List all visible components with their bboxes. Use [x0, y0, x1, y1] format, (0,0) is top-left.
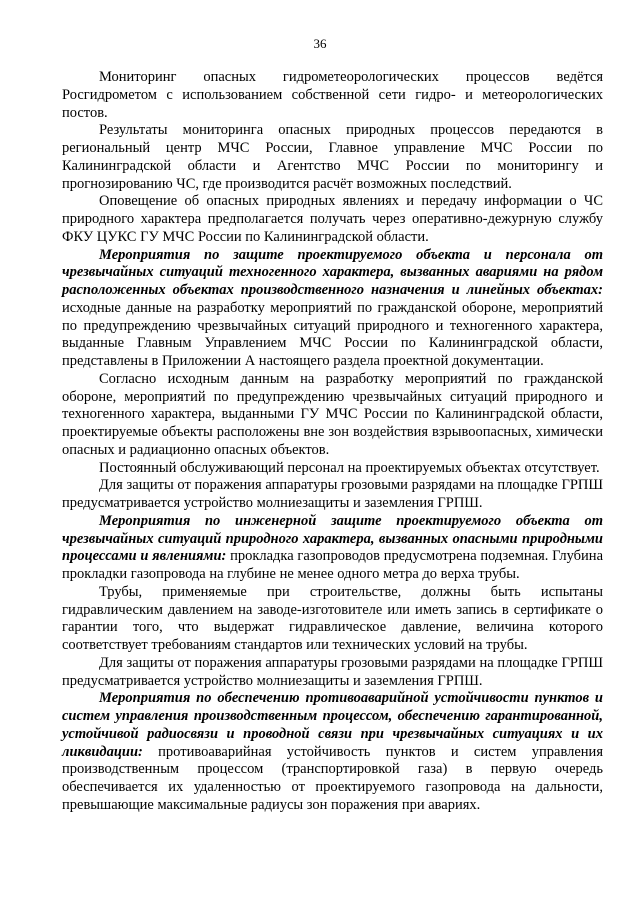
paragraph-text: Для защиты от поражения аппаратуры грозовыми разрядами на площадке ГРПШ предусматривается устройство молниезащиты и заземления ГРПШ. [62, 654, 603, 689]
paragraph-text: Согласно исходным данным на разработку мероприятий по гражданской обороне, мероприятий по предупреждению чрезвычайных ситуаций природного и техногенного характера, выданными ГУ МЧС России по Калининградской области, проектируемые объекты расположены вне зон воздействия взрывоопасных, химически опасных и радиационно опасных объектов. [62, 370, 603, 458]
paragraph-text: исходные данные на разработку мероприятий по гражданской обороне, мероприятий по предупреждению чрезвычайных ситуаций природного и техногенного характера, выданные Главным Управлением МЧС России по Калининградской области, представлены в Приложении А настоящего раздела проектной документации. [62, 299, 603, 369]
paragraph-text: Мониторинг опасных гидрометеорологических процессов ведётся Росгидрометом с использованием собственной сети гидро- и метеорологических постов. [62, 69, 603, 121]
paragraph-text: Постоянный обслуживающий персонал на проектируемых объектах отсутствует. [99, 459, 600, 476]
paragraph-text: Трубы, применяемые при строительстве, должны быть испытаны гидравлическим давлением на заводе-изготовителе или иметь запись в сертификате о гарантии того, что выдержат гидравлическое давление, величина которого соответствует требованиям стандартов или технических условий на трубы. [62, 583, 603, 653]
paragraph-text: Результаты мониторинга опасных природных процессов передаются в региональный центр МЧС России, Главное управление МЧС России по Калининградской области и Агентство МЧС России по мониторингу и прогнозированию ЧС, где производится расчёт возможных последствий. [62, 122, 603, 192]
paragraph-text: прокладка газопроводов предусмотрена подземная. Глубина прокладки газопровода на глубине не менее одного метра до верха трубы. [62, 548, 603, 582]
paragraph [62, 69, 603, 122]
paragraph [62, 460, 603, 478]
paragraph [62, 122, 603, 193]
paragraph [62, 690, 603, 814]
document-body [62, 69, 603, 815]
paragraph-text: Оповещение об опасных природных явлениях и передачу информации о ЧС природного характера предполагается получать через оперативно-дежурную службу ФКУ ЦУКС ГУ МЧС России по Калининградской области. [62, 193, 603, 245]
paragraph [62, 513, 603, 584]
paragraph [62, 371, 603, 460]
paragraph-heading: Мероприятия по защите проектируемого объекта и персонала от чрезвычайных ситуаций техногенного характера, вызванных авариями на рядом расположенных объектах производственного назначения и линейных объектах: [62, 246, 603, 298]
paragraph-text: Для защиты от поражения аппаратуры грозовыми разрядами на площадке ГРПШ предусматривается устройство молниезащиты и заземления ГРПШ. [62, 477, 603, 511]
page-number: 36 [313, 36, 327, 51]
paragraph-heading: Мероприятия по обеспечению противоаварийной устойчивости пунктов и систем управления производственным процессом, обеспечению гарантированной, устойчивой радиосвязи и проводной связи при чрезвычайных ситуациях и их ликвидации: [62, 690, 603, 760]
paragraph-text: противоаварийная устойчивость пунктов и систем управления производственным процессом (транспортировкой газа) в первую очередь обеспечивается их удаленностью от проектируемого газопровода на дальности, превышающие максимальные радиусы зон поражения при авариях. [62, 743, 603, 813]
paragraph [62, 655, 603, 691]
paragraph [62, 477, 603, 513]
paragraph [62, 584, 603, 655]
paragraph-heading: Мероприятия по инженерной защите проектируемого объекта от чрезвычайных ситуаций природного характера, вызванных опасными природными процессами и явлениями: [62, 512, 603, 565]
paragraph [62, 247, 603, 371]
paragraph [62, 193, 603, 246]
